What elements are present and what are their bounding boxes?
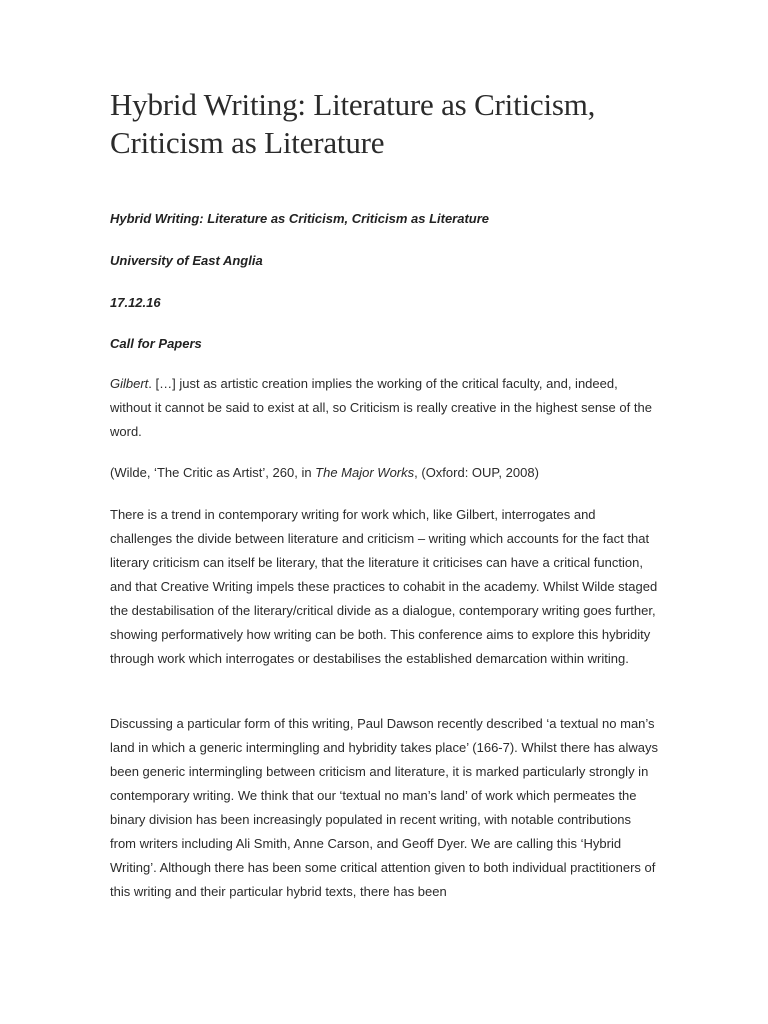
subtitle: Hybrid Writing: Literature as Criticism, Criticism as Literature (110, 211, 490, 226)
quote-speaker: Gilbert (110, 376, 149, 391)
page-title: Hybrid Writing: Literature as Criticism, Criticism as Literature (110, 87, 596, 160)
body-paragraph-1: There is a trend in contemporary writing for work which, like Gilbert, interrogates and challenges the divide between literature and criticism – writing which accounts for the fact that literary criticism can itself be literary, that the literature it criticises can have a critical function, and that Creative Writing impels these practices to cohabit in the academy. Whilst Wilde staged the destabilisation of the literary/critical divide as a dialogue, contemporary writing goes further, showing performatively how writing can be both. This conference aims to explore this hybridity through work which interrogates or destabilises the established demarcation within writing. (110, 507, 658, 666)
epigraph-quote (110, 372, 660, 444)
event-date: 17.12.16 (110, 295, 161, 310)
epigraph-citation (110, 461, 660, 485)
document-page (110, 86, 660, 899)
citation-before: (Wilde, ‘The Critic as Artist’, 260, in (110, 465, 316, 480)
body-paragraph-2: Discussing a particular form of this writing, Paul Dawson recently described ‘a textual no man’s land in which a generic intermingling and hybridity takes place’ (166-7). Whilst there has always been generic intermingling between criticism and literature, it is marked particularly strongly in contemporary writing. We think that our ‘textual no man’s land’ of work which permeates the binary division has been increasingly populated in recent writing, with notable contributions from writers including Ali Smith, Anne Carson, and Geoff Dyer. We are calling this ‘Hybrid Writing’. Although there has been some critical attention given to both individual practitioners of this writing and their particular hybrid texts, there has been (110, 716, 658, 899)
call-for-papers: Call for Papers (110, 336, 202, 351)
quote-text: . […] just as artistic creation implies the working of the critical faculty, and, indeed, without it cannot be said to exist at all, so Criticism is really creative in the highest sense of the word. (110, 376, 652, 439)
institution: University of East Anglia (110, 253, 263, 268)
citation-after: , (Oxford: OUP, 2008) (414, 465, 539, 480)
citation-work: The Major Works (315, 465, 415, 480)
